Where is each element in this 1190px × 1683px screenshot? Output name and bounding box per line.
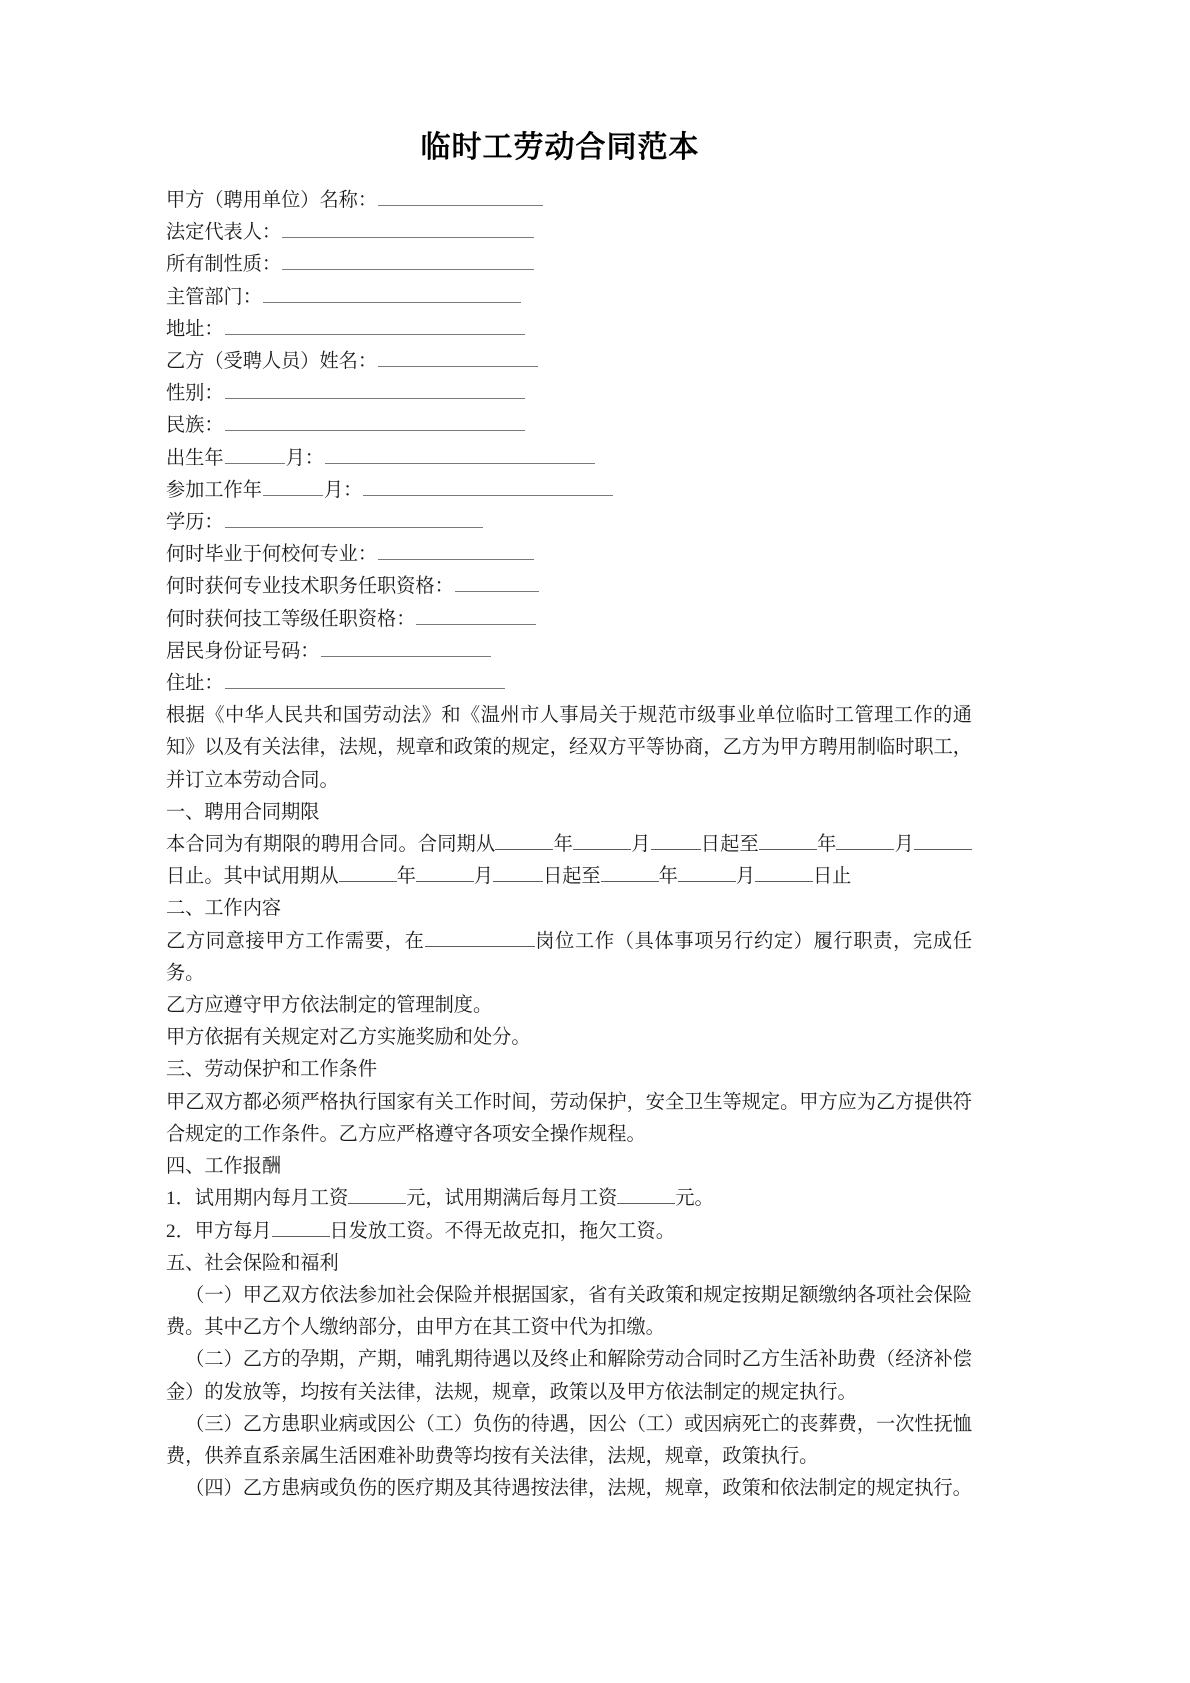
section-paragraph xyxy=(166,926,972,990)
form-field-label: 何时获何专业技术职务任职资格： xyxy=(166,576,454,598)
clause-text: 岗位工作（具体事项另行约定）履行职责，完成任务。 xyxy=(166,930,973,984)
section-heading: 四、工作报酬 xyxy=(166,1156,282,1178)
clause-blank[interactable] xyxy=(914,831,972,850)
section-paragraph xyxy=(166,1183,972,1215)
form-field-label: 性别： xyxy=(166,383,224,405)
clause-blank[interactable] xyxy=(573,831,631,850)
form-field-blank[interactable] xyxy=(378,348,538,367)
section-paragraph: （二）乙方的孕期，产期，哺乳期待遇以及终止和解除劳动合同时乙方生活补助费（经济补偿金）的发放等，均按有关法律，法规，规章，政策以及甲方依法制定的规定执行。 xyxy=(166,1349,972,1403)
form-field-label: 地址： xyxy=(166,318,224,340)
clause-text: 年 xyxy=(553,834,573,856)
clause-text: 日止 xyxy=(813,866,852,888)
form-field-row xyxy=(166,378,972,410)
clause-blank[interactable] xyxy=(755,863,813,882)
clause-text: 2．甲方每月 xyxy=(166,1220,272,1242)
form-field-label: 甲方（聘用单位）名称： xyxy=(166,190,378,211)
clause-blank[interactable] xyxy=(601,863,659,882)
form-field-label: 主管部门： xyxy=(166,286,262,308)
clause-blank[interactable] xyxy=(348,1185,406,1204)
form-field-row xyxy=(166,346,972,378)
clause-text: 日止。其中试用期从 xyxy=(166,866,339,888)
form-field-label: 出生年 xyxy=(166,447,224,469)
clause-text: 年 xyxy=(396,866,416,888)
form-field-blank[interactable] xyxy=(225,380,525,399)
clause-text: 月 xyxy=(894,834,915,856)
form-field-blank[interactable] xyxy=(263,283,521,302)
section-paragraph: 乙方应遵守甲方依法制定的管理制度。 xyxy=(166,995,493,1017)
section-paragraph: （三）乙方患职业病或因公（工）负伤的待遇，因公（工）或因病死亡的丧葬费，一次性抚恤费，供养直系亲属生活困难补助费等均按有关法律，法规，规章，政策执行。 xyxy=(166,1413,972,1467)
clause-text: 1．试用期内每月工资 xyxy=(166,1188,349,1210)
preamble-paragraph: 根据《中华人民共和国劳动法》和《温州市人事局关于规范市级事业单位临时工管理工作的通知》以及有关法律，法规，规章和政策的规定，经双方平等协商，乙方为甲方聘用制临时职工，并订立本劳动合同。 xyxy=(166,705,972,791)
clause-text: 元，试用期满后每月工资 xyxy=(406,1188,618,1210)
form-field-row xyxy=(166,249,972,281)
clause-blank[interactable] xyxy=(759,831,817,850)
form-field-row xyxy=(166,507,972,539)
clause-text: 月 xyxy=(473,866,494,888)
section-paragraph xyxy=(166,1216,972,1248)
form-field-blank[interactable] xyxy=(321,638,491,657)
clause-text: 元。 xyxy=(675,1188,714,1210)
form-field-row xyxy=(166,185,972,217)
section-paragraph: 甲方依据有关规定对乙方实施奖励和处分。 xyxy=(166,1027,531,1049)
form-field-blank[interactable] xyxy=(282,219,534,238)
clause-blank[interactable] xyxy=(678,863,736,882)
form-field-row xyxy=(166,282,972,314)
clause-text: 本合同为有期限的聘用合同。合同期从 xyxy=(166,834,496,856)
form-field-label: 何时毕业于何校何专业： xyxy=(166,544,378,566)
form-field-blank[interactable] xyxy=(378,541,534,560)
form-field-blank[interactable] xyxy=(225,412,525,431)
form-field-label: 所有制性质： xyxy=(166,254,282,276)
form-field-row xyxy=(166,475,972,507)
form-field-blank[interactable] xyxy=(225,509,483,528)
form-field-label-secondary: 月： xyxy=(323,479,363,501)
form-field-row xyxy=(166,410,972,442)
clause-blank[interactable] xyxy=(617,1185,675,1204)
clause-text: 乙方同意接甲方工作需要，在 xyxy=(166,930,425,952)
form-field-blank[interactable] xyxy=(263,477,323,496)
form-field-blank[interactable] xyxy=(282,251,534,270)
section-heading: 一、聘用合同期限 xyxy=(166,801,320,823)
form-field-label: 居民身份证号码： xyxy=(166,640,320,662)
clause-blank[interactable] xyxy=(339,863,397,882)
clause-blank[interactable] xyxy=(651,831,701,850)
section-paragraph: 甲乙双方都必须严格执行国家有关工作时间，劳动保护，安全卫生等规定。甲方应为乙方提供符合规定的工作条件。乙方应严格遵守各项安全操作规程。 xyxy=(166,1091,972,1145)
clause-blank[interactable] xyxy=(425,927,535,946)
form-field-blank[interactable] xyxy=(225,316,525,335)
document-body xyxy=(166,185,972,1505)
section-paragraph: （四）乙方患病或负伤的医疗期及其待遇按法律，法规，规章，政策和依法制定的规定执行。 xyxy=(185,1478,972,1500)
clause-text: 月 xyxy=(735,866,755,888)
form-field-row xyxy=(166,668,972,700)
clause-blank[interactable] xyxy=(493,863,543,882)
form-field-row xyxy=(166,217,972,249)
form-field-row xyxy=(166,604,972,636)
section-heading: 二、工作内容 xyxy=(166,898,282,920)
form-field-label-secondary: 月： xyxy=(285,447,324,469)
form-field-blank[interactable] xyxy=(325,444,595,463)
form-field-blank[interactable] xyxy=(378,187,543,206)
section-heading: 三、劳动保护和工作条件 xyxy=(166,1059,378,1081)
form-field-blank[interactable] xyxy=(225,444,285,463)
form-field-row xyxy=(166,314,972,346)
section-paragraph: （一）甲乙双方依法参加社会保险并根据国家，省有关政策和规定按期足额缴纳各项社会保险费。其中乙方个人缴纳部分，由甲方在其工资中代为扣缴。 xyxy=(166,1284,972,1339)
contract-sections xyxy=(166,797,972,1505)
clause-text: 年 xyxy=(816,834,837,856)
form-field-label: 学历： xyxy=(166,512,224,534)
clause-blank[interactable] xyxy=(416,863,474,882)
form-field-label: 何时获何技工等级任职资格： xyxy=(166,608,416,630)
clause-text: 日起至 xyxy=(700,834,759,856)
form-field-label: 参加工作年 xyxy=(166,479,262,501)
clause-blank[interactable] xyxy=(272,1217,330,1236)
form-field-blank[interactable] xyxy=(416,605,536,624)
clause-text: 年 xyxy=(658,866,678,888)
clause-blank[interactable] xyxy=(836,831,894,850)
form-field-label: 法定代表人： xyxy=(166,222,282,244)
form-field-row xyxy=(166,443,972,475)
form-field-blank[interactable] xyxy=(455,573,539,592)
form-field-label: 住址： xyxy=(166,673,224,695)
clause-text: 日起至 xyxy=(543,866,601,888)
section-paragraph xyxy=(166,829,972,893)
form-field-row xyxy=(166,539,972,571)
page-title: 临时工劳动合同范本 xyxy=(420,131,700,164)
form-field-blank[interactable] xyxy=(363,477,613,496)
form-field-row xyxy=(166,571,972,603)
section-heading: 五、社会保险和福利 xyxy=(166,1252,339,1274)
clause-blank[interactable] xyxy=(495,831,553,850)
clause-text: 月 xyxy=(631,834,651,856)
form-fields-group xyxy=(166,185,972,700)
form-field-blank[interactable] xyxy=(225,670,505,689)
form-field-row xyxy=(166,636,972,668)
form-field-label: 民族： xyxy=(166,415,224,437)
form-field-label: 乙方（受聘人员）姓名： xyxy=(166,351,378,373)
clause-text: 日发放工资。不得无故克扣，拖欠工资。 xyxy=(329,1220,675,1242)
